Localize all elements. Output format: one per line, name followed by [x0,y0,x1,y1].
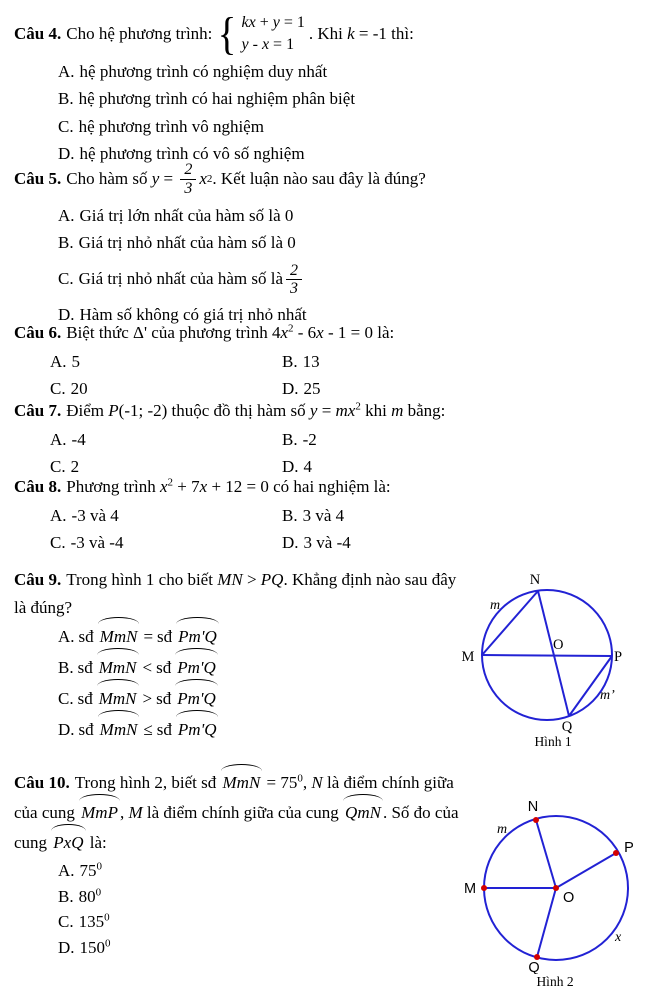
option-letter: D. [58,304,75,324]
center-label-O: O [553,637,564,653]
question-10 [14,768,466,960]
question-7-text: thuộc đồ thị hàm số [167,401,310,420]
option-letter: C. [50,533,66,553]
arc-PmQ: Pm'Q [176,621,219,652]
question-9-options [58,621,466,745]
radius-OQ [537,888,556,957]
point-label-M: M [461,649,475,665]
fraction [286,262,302,299]
option-letter: A. [50,352,67,371]
figure-2-caption: Hình 2 [536,974,574,989]
math-op: = 1 [279,14,305,32]
option-text: 2 [70,457,80,477]
point-label-N: N [529,572,541,588]
option-letter: D. [58,144,75,164]
arc-MmN: MmN [221,768,263,798]
math-op: - [248,36,262,53]
chord-PQ [569,656,612,716]
option-b [58,884,466,910]
arc-measure-label: sđ [156,720,172,739]
arc-label-m: m [497,822,508,837]
math-var-x: x [280,323,288,342]
question-8-text: Phương trình [66,477,160,496]
arc-MmN: MmN [98,714,140,745]
option-value: 150 [79,937,106,957]
math-var-x: x [199,477,208,496]
option-text: Giá trị nhỏ nhất của hàm số là [78,268,284,288]
option-d [282,529,644,556]
option-value: 135 [78,912,105,931]
center-label-O: O [563,890,575,906]
question-7-options [50,426,644,481]
math-var: kx [241,14,256,32]
arc-label-m: m [490,598,501,613]
option-letter: B. [58,233,74,253]
math-op: + 7 [173,477,200,496]
arc-measure-label: sđ [77,658,93,677]
question-7-text-end: bằng: [403,401,446,420]
exponent: 2 [288,322,294,335]
math-var-x: x [160,477,168,496]
equation-1 [242,12,305,34]
arc-MmP: MmP [79,798,120,828]
question-4-label: Câu 4. [14,24,62,43]
option-text: hệ phương trình có hai nghiệm phân biệt [78,89,356,109]
fraction-numerator: 2 [286,262,302,281]
option-b [282,426,644,453]
equation-system [216,8,305,60]
option-letter: D. [58,720,75,739]
question-4-intro: Cho hệ phương trình: [66,24,213,43]
point-label-Q: Q [528,960,540,974]
arc-measure-label: sđ [78,627,94,646]
option-text: 25 [303,379,321,399]
degree-exponent: 0 [104,911,110,924]
option-a [58,858,466,884]
fraction-denominator: 3 [290,280,299,298]
math-op: = 75 [262,773,298,792]
option-letter: A. [58,627,75,646]
arc-PxQ: PxQ [51,828,85,858]
option-text: hệ phương trình vô nghiệm [78,116,264,136]
option-letter: B. [282,430,298,449]
option-d [58,935,466,961]
option-a [50,426,282,453]
math-var: x [261,36,270,53]
option-letter: B. [58,89,74,109]
option-text: -4 [71,430,86,449]
question-10-text: của cung [14,803,80,822]
question-10-text: là điểm chính giữa [322,773,454,792]
option-letter: A. [50,430,67,449]
option-text: 13 [302,352,320,371]
arc-measure-label: sđ [156,689,172,708]
question-10-text: , [302,773,312,792]
question-8-options [50,502,644,557]
question-10-options [58,858,466,960]
point-dot-N [533,817,539,823]
point-label-N: N [527,799,539,815]
math-var-y: y [309,401,318,420]
question-7-header [14,398,644,424]
question-6-options [50,348,644,403]
question-8 [14,474,644,557]
option-letter: C. [50,379,66,399]
fraction-denominator: 3 [184,179,193,197]
question-10-line-2 [14,798,466,828]
option-letter: B. [282,352,298,371]
question-5-header: Câu 5. Cho hàm số y = $\frac{2}{3}$ x 2 . Kết luận nào sau đây là đúng? [14,160,426,197]
math-var-P: P [108,401,119,420]
question-8-text-end: + 12 = 0 có hai nghiệm là: [207,477,391,496]
math-op: - 6 [293,323,317,342]
question-7 [14,398,644,481]
question-9-text: Trong hình 1 cho biết [66,570,218,589]
option-text: Giá trị lớn nhất của hàm số là 0 [79,206,294,225]
question-5-tail: . Kết luận nào sau đây là đúng? [212,169,426,188]
option-a [58,202,644,229]
radius-OP [556,853,616,888]
figure-1 [457,568,649,746]
arc-measure-label: sđ [78,720,94,739]
point-label-P: P [613,649,623,665]
figure-2 [457,786,650,974]
arc-label-m-prime: m’ [600,688,615,703]
question-10-line-1 [14,768,466,798]
arc-PmQ: Pm'Q [175,652,218,683]
option-text: 5 [71,352,81,371]
fraction [180,161,196,198]
diameter-MP [482,655,612,656]
arc-measure-label: sđ [156,658,172,677]
option-text: hệ phương trình có nghiệm duy nhất [79,62,328,81]
degree-exponent: 0 [105,936,111,949]
question-10-line-3 [14,828,466,858]
arc-MmN: MmN [98,621,140,652]
option-text: Giá trị nhỏ nhất của hàm số là 0 [78,233,296,253]
option-letter: D. [282,379,299,399]
figure-1-caption: Hình 1 [534,734,572,749]
question-10-label: Câu 10. [14,773,70,792]
question-8-header [14,474,644,500]
option-value: 75 [79,861,97,880]
math-var: y [241,36,249,53]
option-letter: B. [58,886,74,906]
question-4 [14,10,644,168]
question-10-text: Trong hình 2, biết sđ [74,773,221,792]
option-b [282,348,644,375]
question-10-text: cung [14,833,52,852]
question-10-text: . Số đo của [382,803,459,822]
option-b [58,85,644,112]
question-6-text-end: - 1 = 0 là: [323,323,395,342]
question-7-text: Điểm [66,401,109,420]
point-dot-O [553,885,559,891]
option-text: 3 và 4 [302,506,345,525]
math-var-x: x [316,323,324,342]
question-8-label: Câu 8. [14,477,62,496]
comparison-op: < [142,658,153,677]
question-4-tail: . Khi [308,24,348,43]
radius-ON [536,820,556,888]
option-letter: B. [282,506,298,525]
question-5-label: Câu 5. [14,169,62,188]
question-6-label: Câu 6. [14,323,62,342]
option-letter: C. [58,268,74,288]
option-d [58,714,466,745]
option-letter: C. [50,457,66,477]
comparison-op: = [143,627,154,646]
question-10-header [14,768,466,858]
question-10-text: là: [85,833,107,852]
question-5-options [58,202,644,328]
math-var-k: k [347,24,355,43]
option-text: Hàm số không có giá trị nhỏ nhất [79,304,307,324]
option-c [58,113,644,140]
question-9-label: Câu 9. [14,570,62,589]
option-letter: A. [58,62,75,81]
arc-QmN: QmN [343,798,383,828]
question-9-line-2: là đúng? [14,597,73,617]
arc-MmN: MmN [97,652,139,683]
arc-MmN: MmN [97,683,139,714]
degree-exponent: 0 [297,772,303,785]
arc-measure-label: sđ [157,627,173,646]
option-letter: A. [50,506,67,525]
option-letter: C. [58,689,74,708]
point-label-P: P [624,840,634,856]
math-var-x: x [199,169,207,188]
option-c [58,909,466,935]
equation-2 [242,34,305,56]
option-text: -3 và 4 [71,506,119,525]
option-letter: A. [58,206,75,225]
option-value: 80 [78,886,96,906]
question-10-text: là điểm chính giữa của cung [142,803,344,822]
option-text: 20 [70,379,88,399]
degree-exponent: 0 [95,885,102,898]
math-var-MN: MN [217,570,243,589]
question-5-intro: Cho hàm số [66,169,152,188]
question-7-label: Câu 7. [14,401,62,420]
question-6 [14,320,644,403]
option-a [58,58,644,85]
math-op: > [242,570,261,589]
question-9-header [14,566,466,621]
option-letter: D. [282,533,299,553]
point-label-Q: Q [561,719,573,735]
option-a [50,502,282,529]
chord-NQ [538,591,569,716]
option-letter: A. [58,861,75,880]
math-var-M: M [128,803,143,822]
math-var: y [272,14,280,32]
question-7-text: khi [360,401,392,420]
comparison-op: > [142,689,153,708]
option-a [50,348,282,375]
math-var-m: m [391,401,404,420]
math-var-y: y [151,169,160,188]
system-brace: { [218,8,237,60]
option-letter: B. [58,658,74,677]
math-op: + [255,14,273,32]
option-c [50,529,282,556]
point-label-M: M [463,881,477,897]
point-coords: (-1; -2) [118,401,168,420]
option-letter: C. [58,116,74,136]
point-dot-M [481,885,487,891]
option-letter: D. [282,457,299,477]
option-text: -3 và -4 [70,533,124,553]
math-var-mx: mx [335,401,356,420]
arc-measure-label: sđ [77,689,93,708]
comparison-op: ≤ [143,720,153,739]
question-10-text: , [119,803,129,822]
question-6-text: Biệt thức Δ' của phương trình 4 [66,323,281,342]
degree-exponent: 0 [96,860,103,873]
math-var-PQ: PQ [260,570,284,589]
math-var-N: N [311,773,323,792]
question-9-line-1 [14,566,466,594]
question-9 [14,566,466,745]
option-letter: D. [58,937,75,957]
point-dot-P [613,850,619,856]
question-4-header [14,10,644,58]
system-equations [242,12,305,55]
exponent: 2 [355,400,361,413]
arc-label-x: x [615,930,622,945]
math-op: = [159,169,178,188]
arc-PmQ: Pm'Q [175,683,218,714]
arc-PmQ: Pm'Q [176,714,219,745]
option-b [58,229,644,256]
option-letter: C. [58,912,74,931]
fraction-numerator: 2 [180,161,196,180]
option-text: -2 [302,430,317,449]
math-op: = [317,401,336,420]
question-6-header [14,320,644,346]
math-op: = 1 [269,36,295,53]
option-c [58,257,644,301]
question-5 [14,156,644,328]
question-4-tail-end: = -1 thì: [354,24,414,43]
exponent: 2 [167,476,174,489]
question-9-text: . Khẳng định nào sau đây [283,570,457,589]
option-text: 3 và -4 [303,533,351,553]
option-text: hệ phương trình có vô số nghiệm [79,144,305,164]
option-text: 4 [303,457,313,477]
question-4-options [58,58,644,168]
option-b [282,502,644,529]
